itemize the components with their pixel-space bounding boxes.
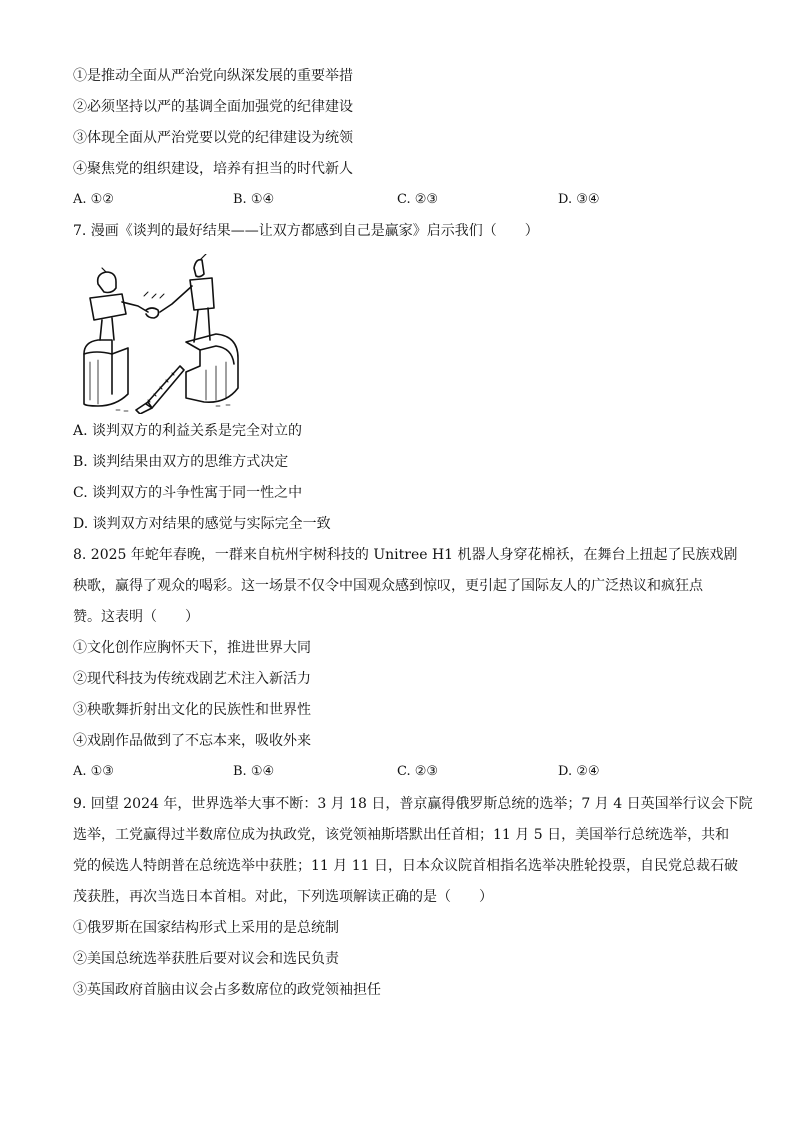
right-pedestal-illustration bbox=[186, 334, 238, 402]
q9-stem-line-1: 9. 回望 2024 年，世界选举大事不断：3 月 18 日，普京赢得俄罗斯总统的选举；7 月 4 日英国举行议会下院 bbox=[73, 796, 753, 812]
q8-stem-line-3: 赞。这表明（ ） bbox=[73, 609, 199, 625]
q8-stem-line-1: 8. 2025 年蛇年春晚，一群来自杭州宇树科技的 Unitree H1 机器人身穿花棉袄，在舞台上扭起了民族戏剧 bbox=[73, 547, 738, 563]
q8-option-b: B. ①④ bbox=[233, 764, 275, 779]
q8-option-a: A. ①③ bbox=[73, 764, 114, 779]
q8-statement-2: ②现代科技为传统戏剧艺术注入新活力 bbox=[73, 671, 311, 687]
right-figure-illustration bbox=[160, 254, 214, 342]
q6-option-c: C. ②③ bbox=[397, 192, 439, 207]
q6-statement-3: ③体现全面从严治党要以党的纪律建设为统领 bbox=[73, 130, 353, 146]
q9-stem-line-4: 茂获胜，再次当选日本首相。对此，下列选项解读正确的是（ ） bbox=[73, 889, 493, 905]
q8-statement-1: ①文化创作应胸怀天下，推进世界大同 bbox=[73, 640, 311, 656]
left-figure-illustration bbox=[90, 268, 148, 340]
q6-statement-4: ④聚焦党的组织建设，培养有担当的时代新人 bbox=[73, 161, 353, 177]
q7-option-c: C. 谈判双方的斗争性寓于同一性之中 bbox=[73, 485, 303, 501]
q6-option-d: D. ③④ bbox=[558, 192, 600, 207]
q7-option-b: B. 谈判结果由双方的思维方式决定 bbox=[73, 454, 289, 470]
handshake-illustration bbox=[144, 292, 164, 318]
q8-statement-3: ③秧歌舞折射出文化的民族性和世界性 bbox=[73, 702, 311, 718]
q8-option-c: C. ②③ bbox=[397, 764, 439, 779]
saw-illustration bbox=[136, 366, 184, 414]
q6-statement-1: ①是推动全面从严治党向纵深发展的重要举措 bbox=[73, 68, 353, 84]
q8-statement-4: ④戏剧作品做到了不忘本来，吸收外来 bbox=[73, 733, 311, 749]
q6-option-b: B. ①④ bbox=[233, 192, 275, 207]
q6-statement-2: ②必须坚持以严的基调全面加强党的纪律建设 bbox=[73, 99, 353, 115]
q8-option-d: D. ②④ bbox=[558, 764, 600, 779]
q8-stem-line-2: 秧歌，赢得了观众的喝彩。这一场景不仅令中国观众感到惊叹，更引起了国际友人的广泛热议和疯狂点 bbox=[73, 578, 703, 594]
q7-option-a: A. 谈判双方的利益关系是完全对立的 bbox=[73, 423, 303, 439]
negotiation-cartoon bbox=[76, 254, 246, 414]
q9-stem-line-2: 选举，工党赢得过半数席位成为执政党，该党领袖斯塔默出任首相；11 月 5 日，美国举行总统选举，共和 bbox=[73, 827, 730, 843]
q9-statement-2: ②美国总统选举获胜后要对议会和选民负责 bbox=[73, 951, 339, 967]
left-pedestal-illustration bbox=[84, 340, 128, 406]
q9-statement-3: ③英国政府首脑由议会占多数席位的政党领袖担任 bbox=[73, 982, 381, 998]
q7-stem: 7. 漫画《谈判的最好结果——让双方都感到自己是赢家》启示我们（ ） bbox=[73, 223, 539, 239]
q9-statement-1: ①俄罗斯在国家结构形式上采用的是总统制 bbox=[73, 920, 339, 936]
q6-option-a: A. ①② bbox=[73, 192, 114, 207]
ground-shading-illustration bbox=[116, 405, 230, 411]
q7-option-d: D. 谈判双方对结果的感觉与实际完全一致 bbox=[73, 516, 331, 532]
q9-stem-line-3: 党的候选人特朗普在总统选举中获胜；11 月 11 日，日本众议院首相指名选举决胜轮投票，自民党总裁石破 bbox=[73, 858, 738, 874]
